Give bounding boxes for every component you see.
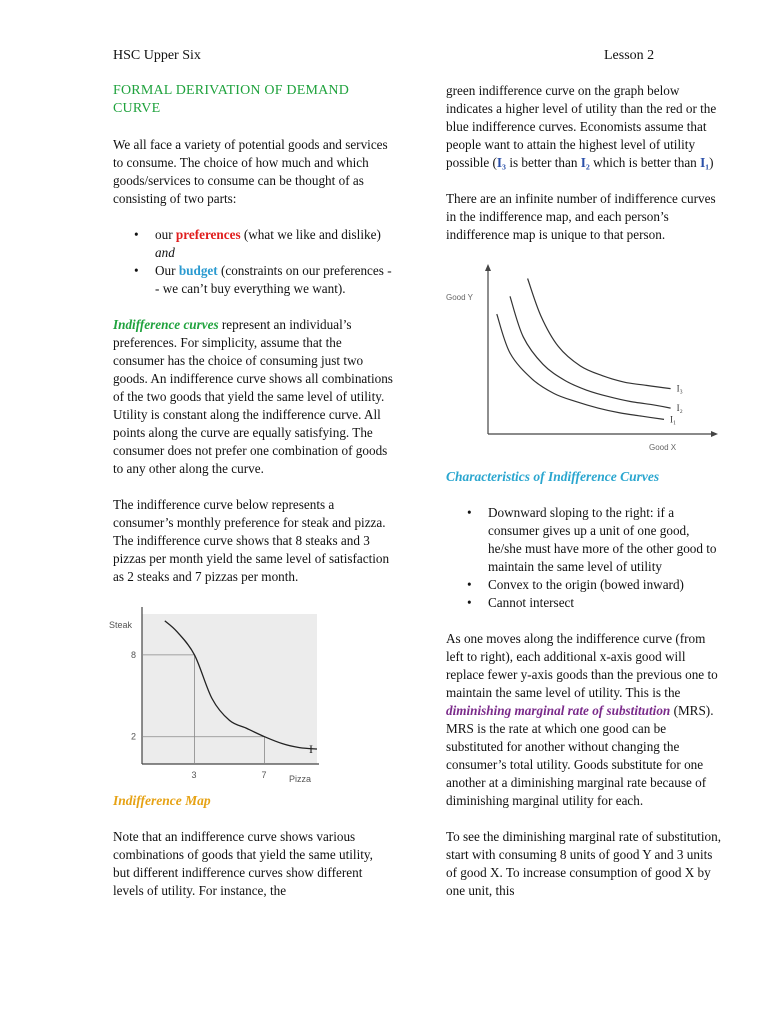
list-item: • Downward sloping to the right: if a consumer gives up a unit of one good, he/she must have more of the other good to maintain the same level of utility <box>467 504 726 576</box>
mrs-paragraph: As one moves along the indifference curve (from left to right), each additional x-axis good will replace fewer y-axis goods than the previous one to maintain the same level of utility. This is the diminishing marginal rate of substitution (MRS). MRS is the rate at which one good can be substituted for another without changing the consumer’s total utility. Goods substitute for one another at a diminishing marginal rate because of diminishing marginal utility for each. <box>446 631 718 808</box>
y-axis-arrow <box>485 264 491 271</box>
indifference-term: Indifference curves <box>113 317 219 332</box>
chart-background <box>142 614 317 764</box>
curve-label-I2: I₂ <box>676 403 683 414</box>
intro-paragraph: We all face a variety of potential goods and services to consume. The choice of how much and which goods/services to consume can be thought of as consisting of two parts: <box>113 137 388 206</box>
section-title: FORMAL DERIVATION OF DEMAND CURVE <box>113 83 350 116</box>
steak-pizza-paragraph: The indifference curve below represents a consumer’s monthly preference for steak and pizza. The indifference curve shows that 8 steaks and 3 pizzas per month yield the same level of satisfaction as 2 steaks and 7 pizzas per month. <box>113 497 390 584</box>
y-tick-label: 8 <box>131 649 137 660</box>
indifference-curve-I3 <box>528 279 671 389</box>
left-column <box>109 82 393 900</box>
characteristics-heading: Characteristics of Indifference Curves <box>446 469 660 484</box>
x-axis-label: Good X <box>649 443 677 452</box>
steak-pizza-chart <box>107 602 327 792</box>
indifference-map-chart <box>446 262 726 454</box>
list-item: • Our budget (constraints on our preferences -- we can’t buy everything we want). <box>134 262 393 298</box>
y-axis-label: Good Y <box>446 293 473 302</box>
budget-term: budget <box>178 263 218 278</box>
x-axis-label: Pizza <box>289 774 312 784</box>
last-paragraph: To see the diminishing marginal rate of substitution, start with consuming 8 units of good Y and 3 units of good X. To increase consumption of good X by one unit, this <box>446 829 721 898</box>
curve-label-I1: I₁ <box>670 414 677 425</box>
x-tick-label: 7 <box>261 770 267 780</box>
header-right: Lesson 2 <box>604 48 655 63</box>
mrs-term: diminishing marginal rate of substitution <box>446 703 671 718</box>
y-tick-label: 2 <box>131 731 137 742</box>
infinite-paragraph: There are an infinite number of indifference curves in the indifference map, and each person’s indifference map is unique to that person. <box>446 191 716 242</box>
characteristics-list <box>467 504 726 612</box>
right-column <box>446 82 726 900</box>
curve-label-I3: I₃ <box>676 383 683 394</box>
list-item: • our preferences (what we like and dislike) and <box>134 226 393 262</box>
list-item: • Convex to the origin (bowed inward) <box>467 576 726 594</box>
map-heading: Indifference Map <box>113 793 211 808</box>
indifference-curve-I2 <box>510 296 671 408</box>
x-axis-arrow <box>711 431 718 437</box>
indifference-paragraph: Indifference curves represent an individual’s preferences. For simplicity, assume that the consumer has the choice of consuming just two goods. An indifference curve shows all combinations of the two goods that yield the same level of utility. Utility is constant along the indifference curve. All points along the curve are equally satisfying. The consumer does not prefer one combination of goods to any other along the curve. <box>113 317 393 476</box>
parts-list <box>134 226 393 298</box>
header-left: HSC Upper Six <box>113 48 201 63</box>
curve-label-I: I <box>309 742 313 756</box>
x-tick-label: 3 <box>191 770 197 780</box>
preferences-term: preferences <box>175 227 241 242</box>
map-paragraph: Note that an indifference curve shows various combinations of goods that yield the same utility, but different indifference curves show different levels of utility. For instance, the <box>113 829 373 898</box>
indifference-curve-I1 <box>497 314 664 419</box>
list-item: • Cannot intersect <box>467 594 726 612</box>
utility-paragraph: green indifference curve on the graph below indicates a higher level of utility than the red or the blue indifference curves. Economists assume that people want to attain the highest level of utility possible (I₃ is better than I₂ which is better than I₁) <box>446 83 717 170</box>
y-axis-label: Steak <box>109 620 133 630</box>
